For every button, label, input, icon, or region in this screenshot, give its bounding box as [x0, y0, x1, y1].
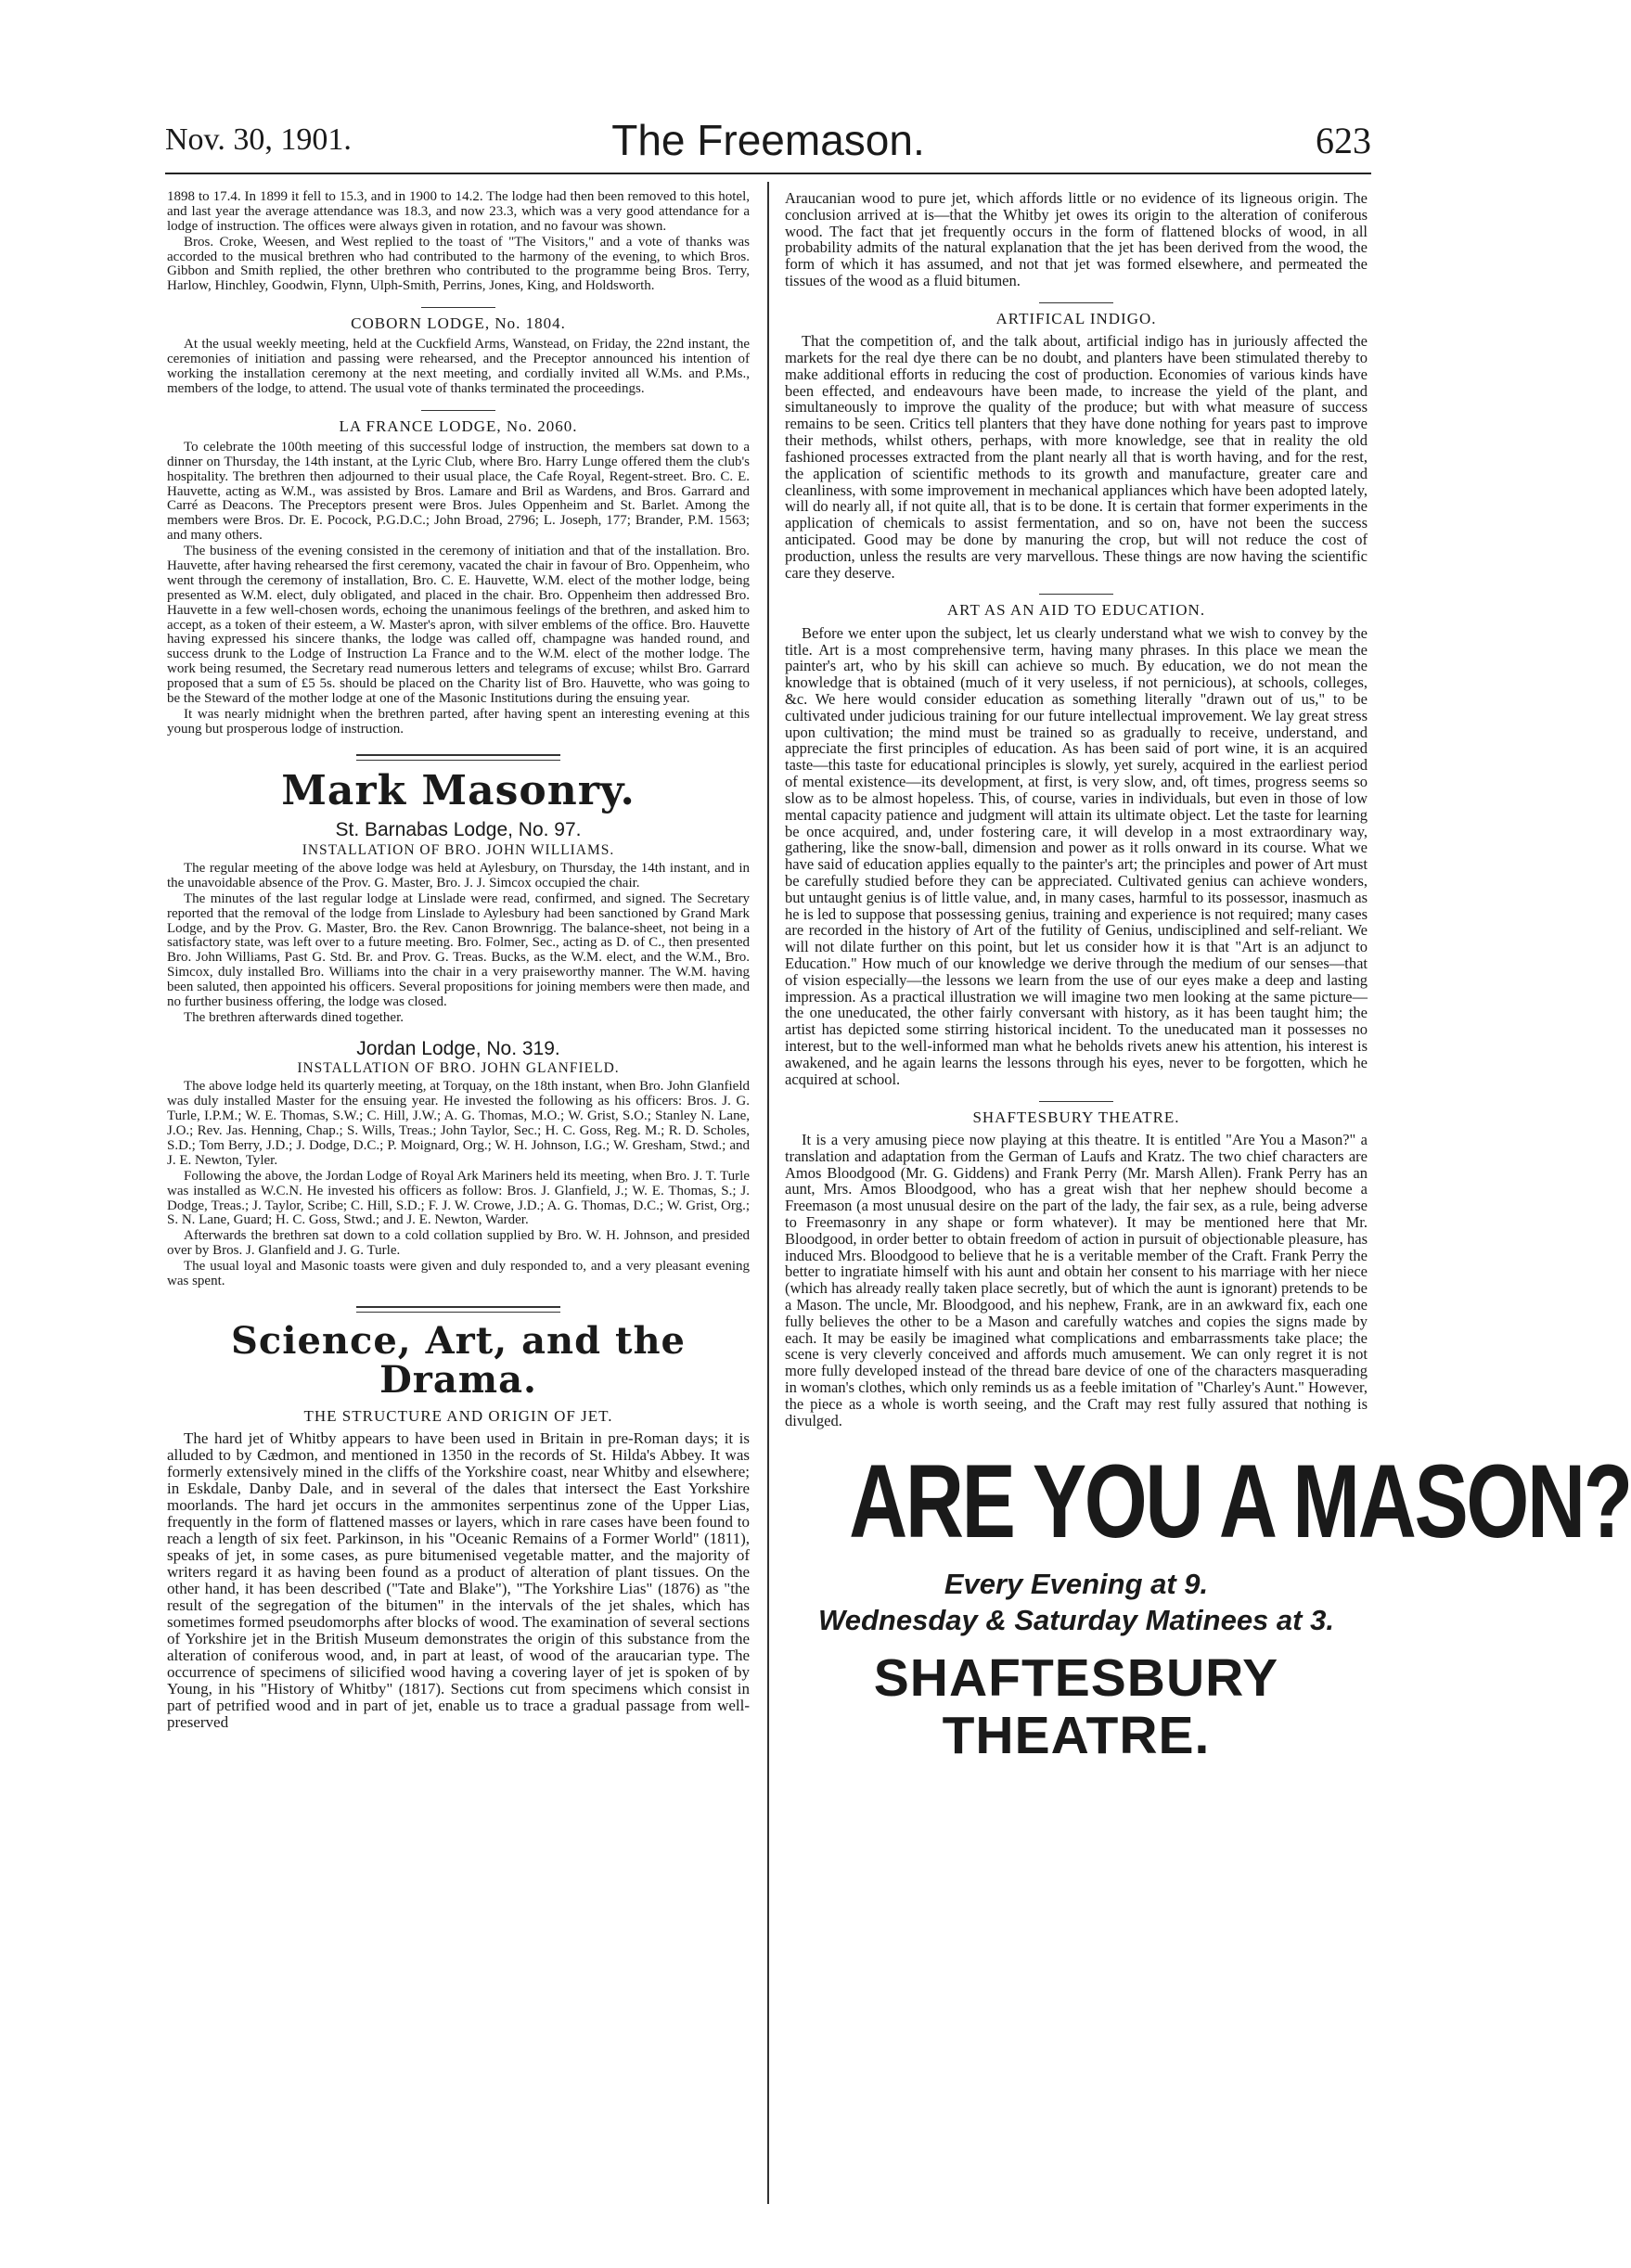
paragraph: At the usual weekly meeting, held at the Cuckfield Arms, Wanstead, on Friday, the 22nd instant, the ceremonies of initiation and passing were rehearsed, and the Preceptor announced his intention of working the installation ceremony at the next meeting, and cordially invited all W.Ms. and P.Ms., members of the lodge, to attend. The usual vote of thanks terminated the proceedings. — [167, 337, 750, 396]
section-title: ART AS AN AID TO EDUCATION. — [946, 601, 1206, 620]
paragraph: Araucanian wood to pure jet, which affords little or no evidence of its ligneous origin. The conclusion arrived at is—that the Whitby jet owes its origin to the alteration of coniferous wood. The fact that jet frequently occurs in the form of flattened blocks of wood, in all probability admits of the natural explanation that the jet has been derived from the wood, the form of which it has assumed, and not that jet was formed elsewhere, and permeated the tissues of the wood as a fluid bitumen. — [785, 189, 1368, 290]
header-rule — [165, 173, 1371, 174]
divider — [356, 754, 560, 761]
paragraph: To celebrate the 100th meeting of this successful lodge of instruction, the members sat down to a dinner on Thursday, the 14th instant, at the Lyric Club, where Bro. Harry Lunge offered them the club's hospitality. The brethren then adjourned to their usual place, the Cafe Royal, Regent-street. Bro. C. E. Hauvette, acting as W.M., was assisted by Bros. Lamare and Bril as Wardens, and Bros. Garrard and Carré as Deacons. The Preceptors present were Bros. Jules Oppenheim and St. Barlet. Among the members were Bros. Dr. E. Pocock, P.G.D.C.; John Broad, 2796; L. Joseph, 177; Brander, P.M. 1563; and many others. — [167, 439, 750, 544]
paragraph: The usual loyal and Masonic toasts were given and duly responded to, and a very pleasant evening was spent. — [167, 1259, 750, 1288]
divider — [1039, 302, 1113, 303]
divider — [356, 1306, 560, 1313]
lodge-title: Jordan Lodge, No. 319. — [356, 1037, 560, 1059]
section-heading: Science, Art, and the Drama. — [231, 1318, 686, 1403]
lodge-subtitle: INSTALLATION OF BRO. JOHN GLANFIELD. — [297, 1059, 620, 1076]
paragraph: The regular meeting of the above lodge was held at Aylesbury, on Thursday, the 14th instant, and in the unavoidable absence of the Prov. G. Master, Bro. J. J. Simcox occupied the chair. — [167, 860, 750, 891]
paragraph: 1898 to 17.4. In 1899 it fell to 15.3, and in 1900 to 14.2. The lodge had then been removed to this hotel, and last year the average attendance was 18.3, and now 23.3, which was a very good attendance for a lodge of instruction. The offices were always given in rotation, and no favour was shown. — [167, 189, 750, 234]
lodge-subtitle: INSTALLATION OF BRO. JOHN WILLIAMS. — [302, 841, 615, 858]
divider — [1039, 1101, 1113, 1102]
ad-headline: ARE YOU A MASON? — [849, 1442, 1631, 1559]
section-title: ARTIFICAL INDIGO. — [995, 309, 1157, 327]
divider — [1039, 594, 1113, 595]
section-title: SHAFTESBURY THEATRE. — [972, 1108, 1180, 1126]
paragraph: The business of the evening consisted in the ceremony of initiation and that of the installation. Bro. Hauvette, after having rehearsed the first ceremony, vacated the chair in favour of Bro. Oppenheim, who went through the ceremony of installation, Bro. C. E. Hauvette, W.M. elect of the mother lodge, being presented as W.M. elect, duly obligated, and placed in the chair. Bro. Oppenheim then addressed Bro. Hauvette in a few well-chosen words, echoing the unanimous feelings of the brethren, and asked him to accept, as a token of their esteem, a W. Master's apron, with silver emblems of the office. Bro. Hauvette having expressed his sincere thanks, the lodge was called off, champagne was handed round, and success drunk to the Lodge of Instruction La France and to the W.M. elect of the mother lodge. The work being resumed, the Secretary read numerous letters and telegrams of excuse; whilst Bro. Garrard proposed that a sum of £5 5s. should be placed on the Charity list of Bro. Hauvette, who was going to be the Steward of the mother lodge at one of the Masonic Institutions during the ensuing year. — [167, 544, 750, 706]
divider — [421, 307, 495, 308]
lodge-title: St. Barnabas Lodge, No. 97. — [335, 819, 582, 841]
paragraph: Afterwards the brethren sat down to a cold collation supplied by Bro. W. H. Johnson, and presided over by Bros. J. Glanfield and J. G. Turle. — [167, 1228, 750, 1259]
column-divider — [767, 182, 769, 2204]
issue-date: Nov. 30, 1901. — [165, 122, 352, 157]
paragraph: The hard jet of Whitby appears to have been used in Britain in pre-Roman days; it is alluded to by Cædmon, and mentioned in 1350 in the records of St. Hilda's Abbey. It was formerly extensively mined in the cliffs of the Yorkshire coast, near Whitby and elsewhere; in Eskdale, Danby Dale, and in several of the dales that intersect the East Yorkshire moorlands. The hard jet occurs in the ammonites serpentinus zone of the Upper Lias, frequently in the form of flattened masses or layers, which in rare cases have been found to reach a length of six feet. Parkinson, in his "Oceanic Remains of a Former World" (1811), speaks of jet, in some cases, as pure bitumenised vegetable matter, and the majority of writers regard it as having been found as a product of alteration of plant tissues. On the other hand, it has been described ("Tate and Blake"), "The Yorkshire Lias" (1876) as "the result of the segregation of the bitumen" in the intervals of the jet shales, which has sometimes formed pseudomorphs after blocks of wood. The examination of several sections of Yorkshire jet in the British Museum demonstrates the origin of this substance from the alteration of coniferous wood, and, in part at least, of wood of the araucarian type. The occurrence of specimens of silicified wood having a covering layer of jet is spoken of by Young, in his "History of Whitby" (1817). Sections cut from specimens which consist in part of petrified wood and in part of jet, enable us to trace a gradual passage from well-preserved — [167, 1429, 750, 1731]
paragraph: Bros. Croke, Weesen, and West replied to the toast of "The Visitors," and a vote of thanks was accorded to the musical brethren who had contributed to the harmony of the evening, to which Bros. Gibbon and Smith replied, the other brethren who contributed to the programme being Bros. Terry, Harlow, Hinchley, Goodwin, Flynn, Ulph-Smith, Perrins, Jones, King, and Holdsworth. — [167, 234, 750, 294]
section-title: COBORN LODGE, No. 1804. — [351, 314, 566, 333]
page-header — [165, 115, 1371, 171]
divider — [421, 410, 495, 411]
right-column — [785, 189, 1631, 1765]
paragraph: That the competition of, and the talk about, artificial indigo has in juriously affected the markets for the real dye there can be no doubt, and planters have been stimulated thereby to make additional efforts in reducing the cost of production. Economies of various kinds have been effected, and endeavours have been made, to increase the yield of the plant, and simultaneously to improve the quality of the produce; but with what measure of success remains to be seen. Critics tell planters that they have done nothing for years past to improve their methods, whilst others, perhaps, with more knowledge, see that in reality the old fashioned processes extracted from the plant nearly all that is worth having, and for the rest, the application of scientific methods to its growth and manufacture, greater care and cleanliness, with some improvement in mechanical appliances which have been adopted lately, will do nearly all, if not quite all, that is to be done. It is certain that former experiments in the application of chemicals to assist fermentation, and so on, have not been the success anticipated. Good may be done by manuring the crop, but will not reduce the cost of production, unless the results are very marvellous. These things are now having the scientific care they deserve. — [785, 332, 1368, 582]
ad-theatre-name: SHAFTESBURY THEATRE. — [873, 1648, 1279, 1765]
paragraph: The brethren afterwards dined together. — [184, 1009, 404, 1025]
ad-matinees: Wednesday & Saturday Matinees at 3. — [818, 1603, 1334, 1636]
page-number: 623 — [1316, 120, 1371, 161]
section-heading: Mark Masonry. — [281, 766, 636, 814]
paragraph: Following the above, the Jordan Lodge of Royal Ark Mariners held its meeting, when Bro. J. T. Turle was installed as W.C.N. He invested his officers as follow: Bros. J. Glanfield, J.; W. E. Thomas, S.; J. Dodge, Treas.; J. Taylor, Scribe; C. Hill, S.D.; F. J. W. Crowe, J.D.; A. G. Thomas, D.C.; W. Grist, Org.; S. N. Lane, Guard; H. C. Goss, Stwd.; and J. E. Newton, Warder. — [167, 1168, 750, 1228]
paragraph: It was nearly midnight when the brethren parted, after having spent an interesting evening at this young but prosperous lodge of instruction. — [167, 706, 750, 737]
section-title: THE STRUCTURE AND ORIGIN OF JET. — [303, 1406, 613, 1425]
section-title: LA FRANCE LODGE, No. 2060. — [339, 416, 578, 435]
theatre-advertisement — [785, 1442, 1631, 1765]
left-column — [167, 190, 750, 1732]
paragraph: It is a very amusing piece now playing at this theatre. It is entitled "Are You a Mason?" a translation and adaptation from the German of Laufs and Kratz. The two chief characters are Amos Bloodgood (Mr. G. Giddens) and Frank Perry (Mr. Marsh Allen). Frank Perry has an aunt, Mrs. Amos Bloodgood, who has a great wish that her nephew should become a Freemason (a most unusual desire on the part of the lady, the fair sex, as a rule, being adverse to Freemasonry in any shape or form whatever). It may be mentioned here that Mr. Bloodgood, in order better to obtain freedom of action in pursuit of objectionable pleasure, has induced Mrs. Bloodgood to believe that he is a veritable member of the Craft. Frank Perry the better to ingratiate himself with his aunt and obtain her consent to his marriage with her niece (which has already really taken place secretly, but of which the aunt is ignorant) pretends to be a Mason. The uncle, Mr. Bloodgood, and his nephew, Frank, are in an awkward fix, each one fully believes the other to be a Mason and carefully watches and copies the signs made by each. It may be easily be imagined what complications and embarrassments take place; the scene is very cleverly conceived and affords much amusement. We can only regret it is not more fully developed instead of the thread bare device of one of the characters masquerading in woman's clothes, which only reminds us as a feeble imitation of "Charley's Aunt." However, the piece as a whole is worth seeing, and the Craft may rest fully assured that nothing is divulged. — [785, 1130, 1368, 1429]
paragraph: The minutes of the last regular lodge at Linslade were read, confirmed, and signed. The Secretary reported that the removal of the lodge from Linslade to Aylesbury had been sanctioned by Grand Mark Lodge, and by the Prov. G. Master, Bro. the Rev. Canon Brownrigg. The balance-sheet, not being in a satisfactory state, was left over to a future meeting. Bro. Folmer, Sec., acting as D. of C., then presented Bro. John Williams, Past G. Std. Br. and Prov. G. Treas. Bucks, as the W.M. elect, and the W.M., Bro. Simcox, duly installed Bro. Williams into the chair in a very praiseworthy manner. The W.M. having been saluted, then appointed his officers. Several propositions for joining members were then made, and no further business offering, the lodge was closed. — [167, 891, 750, 1009]
paragraph: Before we enter upon the subject, let us clearly understand what we wish to convey by the title. Art is a most comprehensive term, having many phrases. In this place we mean the painter's art, who by his skill can achieve so much. By education, we do not mean the knowledge that is obtained (much of it very useless, if not pernicious), at schools, colleges, &c. We here would consider education as something literally "drawn out of us," to be cultivated under judicious training for our future intellectual improvement. We lay great stress upon cultivation; the mind must be trained so as gradually to receive, understand, and appreciate the first principles of education. As has been said of port wine, it is an acquired taste—this taste for educational principles is slowly, yet surely, acquired in the earliest period of mental existence—its development, at first, is very slow, and, oft times, progress seems so slow as to be almost hopeless. This, of course, varies in individuals, but even in those of low mental capacity patience and judgment will attain its ultimate object. Let the taste for learning be once acquired, and, under fostering care, it will develop in a most extraordinary way, gathering, like the snow-ball, dimension and power as it rolls onward in its course. What we have said of education applies equally to the painter's art; the principles and power of Art must be carefully studied before they can be appreciated. Cultivated genius can achieve wonders, but untaught genius is of little value, and, in many cases, harmful to its possessor, inasmuch as he is led to suppose that possessing genius, training and experience is not required; many cases are recorded in the history of Art of the futility of Genius, undisciplined and self-reliant. We will not dilate further on this point, but let us consider how it is that "Art is an adjunct to Education." How much of our knowledge we derive through the medium of our senses—that of vision especially—the lessons we learn from the use of our eyes make a deep and lasting impression. As a practical illustration we will imagine two men looking at the same picture—the one uneducated, the other fairly conversant with history, as it has been taught him; the artist has depicted some stirring historical incident. To the uneducated man it possesses no interest, but to the well-informed man what he beholds rivets anew his attention, his interest is awakened, and he again learns the lessons through his eyes, never to be forgotten, which he acquired at school. — [785, 623, 1368, 1088]
masthead-title: The Freemason. — [611, 116, 925, 164]
ad-schedule: Every Evening at 9. — [944, 1567, 1209, 1600]
paragraph: The above lodge held its quarterly meeting, at Torquay, on the 18th instant, when Bro. John Glanfield was duly installed Master for the ensuing year. He invested the following as his officers: Bros. J. G. Turle, I.P.M.; W. E. Thomas, S.W.; C. Hill, J.W.; A. G. Thomas, M.O.; W. Grist, S.O.; Stanley N. Lane, J.O.; Rev. Jas. Henning, Chap.; S. Wills, Treas.; John Taylor, Sec.; H. C. Goss, Reg. M.; R. D. Scholes, S.D.; Tom Berry, J.D.; J. Dodge, D.C.; P. Moignard, Org.; W. H. Johnson, I.G.; W. Gresham, Stwd.; and J. E. Newton, Tyler. — [167, 1079, 750, 1168]
